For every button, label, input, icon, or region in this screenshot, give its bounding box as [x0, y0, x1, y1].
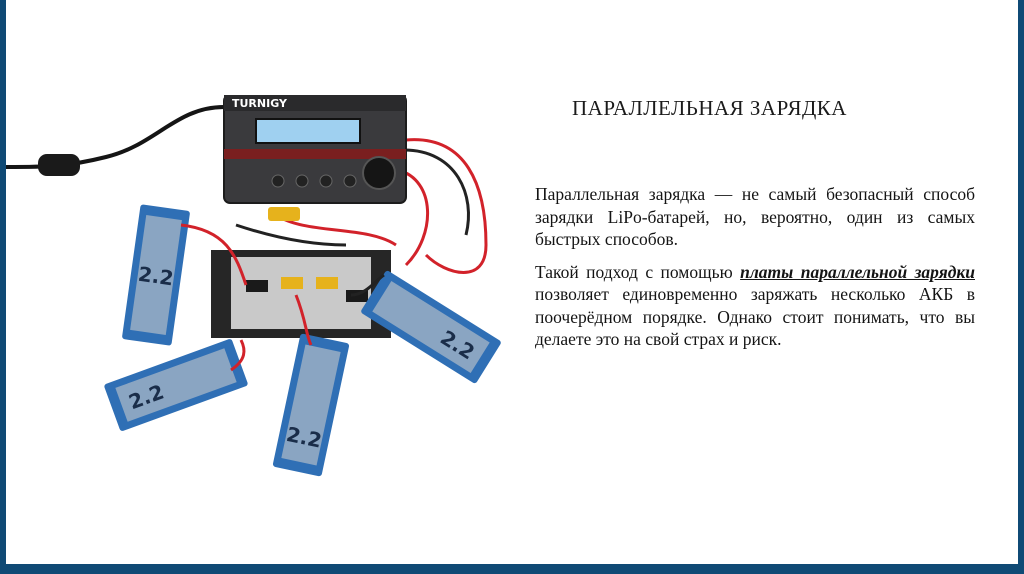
battery-2-label: 2.2: [125, 379, 168, 415]
slide-text: [535, 183, 975, 361]
paragraph-2-start: Такой подход с помощью: [535, 261, 741, 282]
parallel-board-link[interactable]: платы параллельной зарядки: [740, 261, 975, 282]
battery-3-label: 2.2: [284, 421, 324, 453]
paragraph-2-end: позволяет единовременно заряжать несколько АКБ в поочерёдном порядке. Однако стоит понимать, что вы делаете это на свой страх и риск.: [535, 284, 975, 349]
ferrite-core: [38, 154, 80, 176]
slide-title: ПАРАЛЛЕЛЬНАЯ ЗАРЯДКА: [572, 96, 847, 120]
battery-4-label: 2.2: [436, 325, 479, 365]
charger: [224, 95, 406, 203]
paragraph-2: [535, 261, 975, 351]
charger-brand: TURNIGY: [232, 97, 287, 110]
battery-3: [272, 333, 349, 476]
xt60-connector: [268, 207, 300, 221]
parallel-charging-photo: [6, 95, 506, 485]
paragraph-1: Параллельная зарядка — не самый безопасный способ зарядки LiPo-батарей, но, вероятно, один из самых быстрых способов.: [535, 184, 975, 249]
slide: [6, 0, 1018, 564]
lcd-screen: [256, 119, 360, 143]
battery-1: [122, 204, 190, 346]
fan-grille: [363, 157, 395, 189]
battery-1-label: 2.2: [136, 261, 176, 291]
battery-2: [104, 338, 249, 431]
